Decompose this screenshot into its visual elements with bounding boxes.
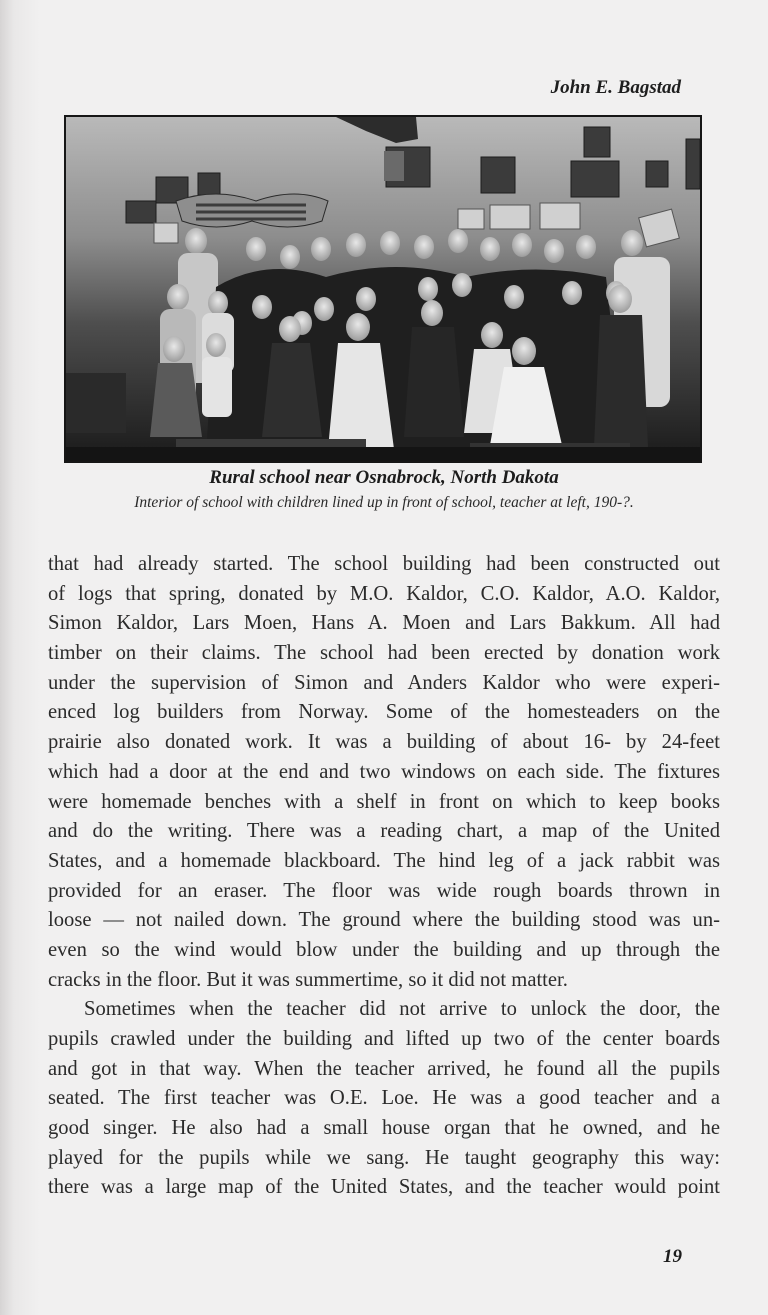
text-line: cracks in the floor. But it was summertime, so it did not matter. <box>48 968 568 991</box>
text-line: even so the wind would blow under the building and up through the <box>48 938 720 961</box>
running-header-author: John E. Bagstad <box>550 77 681 98</box>
text-line: Sometimes when the teacher did not arrive to unlock the door, the <box>84 998 720 1021</box>
text-line: seated. The first teacher was O.E. Loe. He was a good teacher and a <box>48 1087 720 1110</box>
text-line: loose — not nailed down. The ground where the building stood was un- <box>48 909 720 932</box>
text-line: played for the pupils while we sang. He taught geography this way: <box>48 1146 720 1169</box>
photo-illustration <box>66 117 700 461</box>
body-text <box>48 550 720 1203</box>
text-line: there was a large map of the United States, and the teacher would point <box>48 1176 720 1199</box>
text-line: prairie also donated work. It was a building of about 16- by 24-feet <box>48 731 720 754</box>
text-line: and do the writing. There was a reading chart, a map of the United <box>48 820 720 843</box>
text-line: that had already started. The school building had been constructed out <box>48 553 720 575</box>
text-line: States, and a homemade blackboard. The hind leg of a jack rabbit was <box>48 849 720 872</box>
text-line: pupils crawled under the building and lifted up two of the center boards <box>48 1028 720 1050</box>
photo-caption-subtitle: Interior of school with children lined up in front of school, teacher at left, 190-?. <box>134 494 634 511</box>
text-line: were homemade benches with a shelf in front on which to keep books <box>48 790 720 813</box>
text-line: enced log builders from Norway. Some of the homesteaders on the <box>48 701 720 724</box>
text-line: provided for an eraser. The floor was wide rough boards thrown in <box>48 879 720 902</box>
text-line: under the supervision of Simon and Anders Kaldor who were experi- <box>48 671 720 694</box>
photo-caption-title: Rural school near Osnabrock, North Dakota <box>209 467 559 488</box>
school-photograph <box>64 115 702 463</box>
text-line: timber on their claims. The school had been erected by donation work <box>48 642 720 665</box>
text-line: good singer. He also had a small house organ that he owned, and he <box>48 1117 720 1140</box>
text-line: which had a door at the end and two windows on each side. The fixtures <box>48 760 720 783</box>
page-number: 19 <box>663 1246 682 1267</box>
text-line: of logs that spring, donated by M.O. Kaldor, C.O. Kaldor, A.O. Kaldor, <box>48 582 720 605</box>
text-line: and got in that way. When the teacher arrived, he found all the pupils <box>48 1057 720 1080</box>
text-line: Simon Kaldor, Lars Moen, Hans A. Moen and Lars Bakkum. All had <box>48 612 720 635</box>
